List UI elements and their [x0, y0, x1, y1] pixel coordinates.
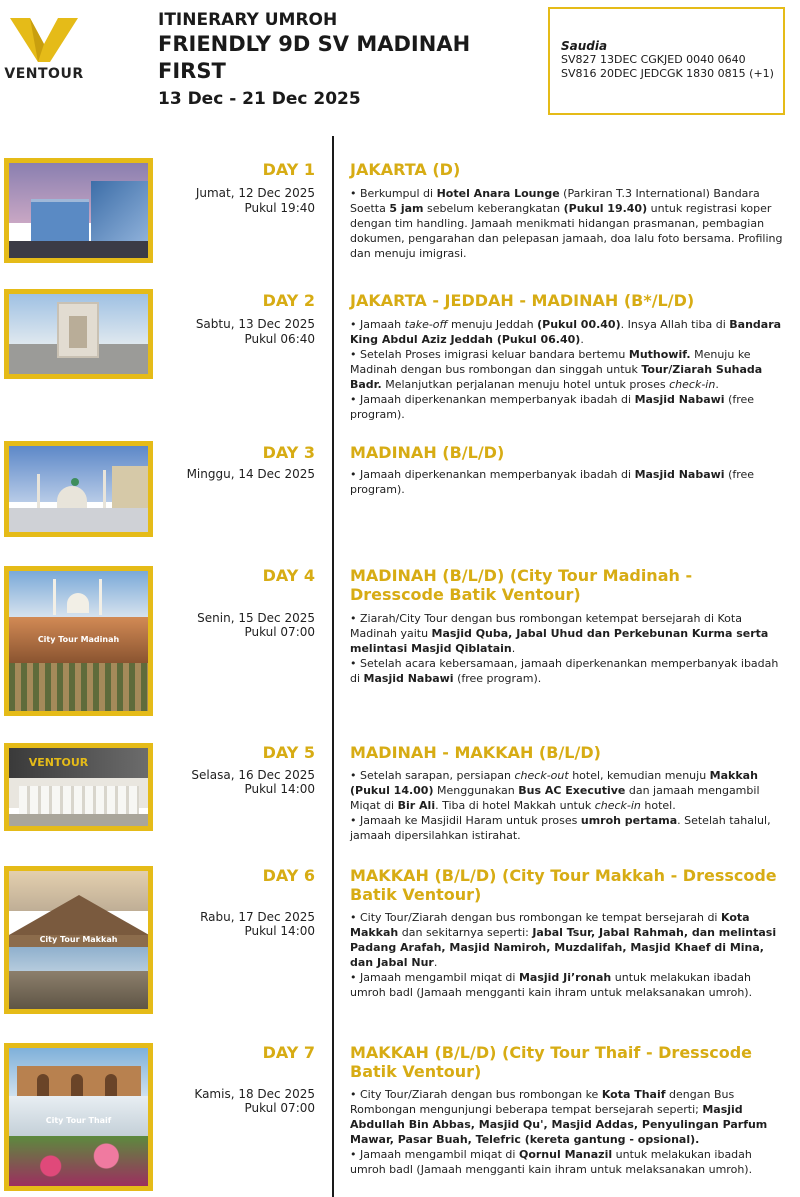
day-2-photo: [4, 289, 153, 379]
day-3-date: Minggu, 14 Dec 2025: [186, 467, 315, 481]
day-5-description: • Setelah sarapan, persiapan check-out hotel, kemudian menuju Makkah (Pukul 14.00) Menggunakan Bus AC Executive dan jamaah mengambil Miqat di Bir Ali. Tiba di hotel Makkah untuk check-in hotel. • Jamaah ke Masjidil Haram untuk proses umroh pertama. Setelah tahalul, jamaah dipersilahkan istirahat.: [350, 769, 771, 842]
package-title-line2: FIRST: [158, 59, 226, 83]
itinerary-subtitle: ITINERARY UMROH: [158, 10, 338, 30]
day-7-description: • City Tour/Ziarah dengan bus rombongan ke Kota Thaif dengan Bus Rombongan mengunjungi beberapa tempat bersejarah seperti; Masjid Abdullah Bin Abbas, Masjid Qu', Masjid Addas, Penyulingan Parfum Mawar, Pasar Buah, Telefric (kereta gantung - opsional). • Jamaah mengambil miqat di Qornul Manazil untuk melakukan ibadah umroh badl (Jamaah mengganti kain ihram untuk melaksanakan umroh).: [350, 1088, 768, 1176]
day-6-date: Rabu, 17 Dec 2025: [200, 910, 315, 924]
package-dates: 13 Dec - 21 Dec 2025: [158, 89, 361, 109]
day-4-photo-caption: City Tour Madinah: [37, 635, 120, 644]
day-7-title: MAKKAH (B/L/D) (City Tour Thaif - Dresscode Batik Ventour): [350, 1043, 752, 1081]
day-1-description: • Berkumpul di Hotel Anara Lounge (Parkiran T.3 International) Bandara Soetta 5 jam sebelum keberangkatan (Pukul 19.40) untuk registrasi koper dengan tim handling. Jamaah menikmati hidangan prasmanan, pembagian dokumen, pengarahan dan pelepasan jamaah, doa lalu foto bersama. Profiling dan menuju imigrasi.: [350, 187, 783, 260]
day-3-description: • Jamaah diperkenankan memperbanyak ibadah di Masjid Nabawi (free program).: [350, 468, 755, 496]
day-4-photo: [4, 566, 153, 716]
day-1-date: Jumat, 12 Dec 2025: [195, 186, 315, 200]
logo-text: VENTOUR: [4, 66, 84, 82]
day-4-description: • Ziarah/City Tour dengan bus rombongan ketempat bersejarah di Kota Madinah yaitu Masjid Quba, Jabal Uhud dan Perkebunan Kurma serta melintasi Masjid Qiblatain. • Setelah acara kebersamaan, jamaah diperkenankan memperbanyak ibadah di Masjid Nabawi (free program).: [350, 612, 779, 685]
flight-line-return: SV816 20DEC JEDCGK 1830 0815 (+1): [561, 67, 774, 80]
day-5-label: DAY 5: [262, 743, 315, 762]
day-6-title: MAKKAH (B/L/D) (City Tour Makkah - Dresscode Batik Ventour): [350, 866, 777, 904]
day-4-label: DAY 4: [262, 566, 315, 585]
day-1-title: JAKARTA (D): [350, 160, 461, 179]
day-2-date: Sabtu, 13 Dec 2025: [195, 317, 315, 331]
airline-name: Saudia: [561, 39, 608, 53]
day-7-date: Kamis, 18 Dec 2025: [194, 1087, 315, 1101]
day-7-time: Pukul 07:00: [244, 1101, 315, 1115]
itinerary-header: [158, 10, 538, 111]
day-5-title: MADINAH - MAKKAH (B/L/D): [350, 743, 601, 762]
flight-line-outbound: SV827 13DEC CGKJED 0040 0640: [561, 53, 746, 66]
day-1-label: DAY 1: [262, 160, 315, 179]
day-4-time: Pukul 07:00: [244, 625, 315, 639]
day-1-photo: [4, 158, 153, 263]
day-4-date: Senin, 15 Dec 2025: [197, 611, 315, 625]
timeline-divider: [332, 136, 334, 1197]
day-6-label: DAY 6: [262, 866, 315, 885]
ventour-v-icon: [4, 14, 84, 66]
day-5-date: Selasa, 16 Dec 2025: [191, 768, 315, 782]
day-6-time: Pukul 14:00: [244, 924, 315, 938]
day-2-label: DAY 2: [262, 291, 315, 310]
ventour-logo: [4, 14, 84, 86]
day-3-photo: [4, 441, 153, 537]
day-1-time: Pukul 19:40: [244, 201, 315, 215]
day-6-photo: [4, 866, 153, 1014]
flight-info-box: [548, 7, 785, 115]
day-5-time: Pukul 14:00: [244, 782, 315, 796]
day-5-photo: [4, 743, 153, 831]
day-5-photo-caption: VENTOUR: [28, 756, 89, 769]
day-7-photo-caption: City Tour Thaif: [45, 1116, 112, 1125]
day-2-time: Pukul 06:40: [244, 332, 315, 346]
day-7-photo: [4, 1043, 153, 1191]
day-2-title: JAKARTA - JEDDAH - MADINAH (B*/L/D): [350, 291, 695, 310]
package-title-line1: FRIENDLY 9D SV MADINAH: [158, 32, 471, 56]
day-6-description: • City Tour/Ziarah dengan bus rombongan ke tempat bersejarah di Kota Makkah dan sekitarnya seperti: Jabal Tsur, Jabal Rahmah, dan melintasi Padang Arafah, Masjid Namiroh, Muzdalifah, Masjid Khaef di Mina, dan Jabal Nur. • Jamaah mengambil miqat di Masjid Ji’ronah untuk melakukan ibadah umroh badl (Jamaah mengganti kain ihram untuk melaksanakan umroh).: [350, 911, 777, 999]
day-3-title: MADINAH (B/L/D): [350, 443, 505, 462]
day-7-label: DAY 7: [262, 1043, 315, 1062]
day-2-description: • Jamaah take-off menuju Jeddah (Pukul 00.40). Insya Allah tiba di Bandara King Abdul Aziz Jeddah (Pukul 06.40). • Setelah Proses imigrasi keluar bandara bertemu Muthowif. Menuju ke Madinah dengan bus rombongan dan singgah untuk Tour/Ziarah Suhada Badr. Melanjutkan perjalanan menuju hotel untuk proses check-in. • Jamaah diperkenankan memperbanyak ibadah di Masjid Nabawi (free program).: [350, 318, 782, 421]
day-4-title: MADINAH (B/L/D) (City Tour Madinah - Dresscode Batik Ventour): [350, 566, 693, 604]
day-6-photo-caption: City Tour Makkah: [39, 935, 118, 944]
day-3-label: DAY 3: [262, 443, 315, 462]
